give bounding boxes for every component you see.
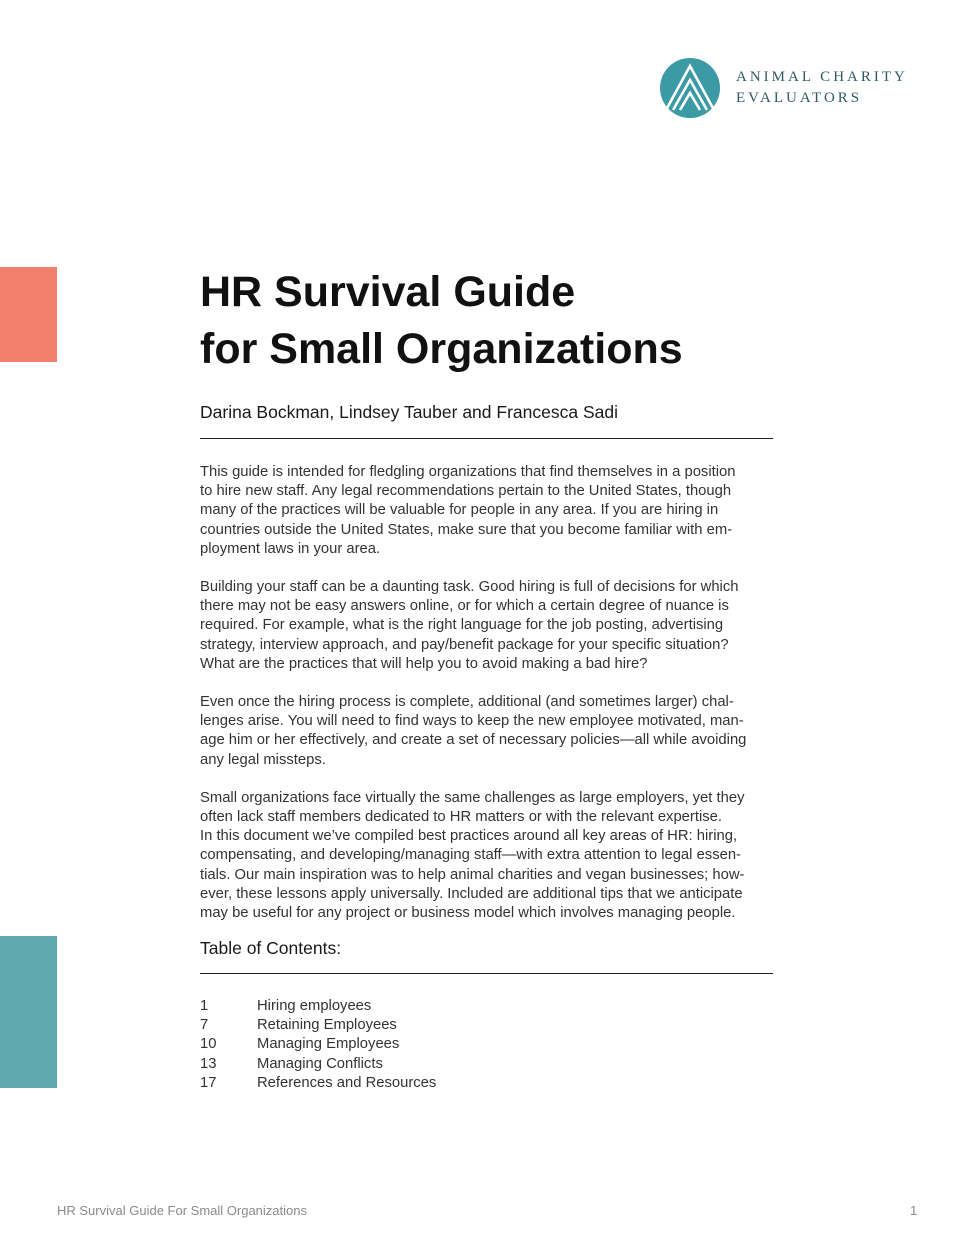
paragraph-line: required. For example, what is the right language for the job posting, advertising — [200, 617, 724, 634]
toc-heading: Table of Contents: — [200, 938, 342, 958]
intro-paragraph — [200, 693, 790, 770]
toc-page-number: 13 — [200, 1055, 217, 1072]
intro-paragraph — [200, 463, 790, 559]
paragraph-line: ployment laws in your area. — [200, 540, 381, 557]
title-divider — [200, 438, 773, 439]
introduction-body — [200, 463, 790, 942]
paragraph-line: any legal missteps. — [200, 751, 326, 768]
paragraph-line: age him or her effectively, and create a set of necessary policies—all while avoiding — [200, 732, 747, 749]
teal-accent-bar — [0, 936, 57, 1088]
paragraph-line: there may not be easy answers online, or for which a certain degree of nuance is — [200, 598, 729, 615]
toc-entry[interactable] — [200, 1055, 436, 1074]
coral-accent-bar — [0, 267, 57, 362]
title-line-1: HR Survival Guide — [200, 268, 576, 316]
paragraph-line: to hire new staff. Any legal recommendations pertain to the United States, though — [200, 483, 732, 500]
logo-line-2: EVALUATORS — [736, 90, 863, 106]
toc-entry-title: Managing Employees — [257, 1036, 400, 1053]
toc-entry[interactable] — [200, 1016, 436, 1035]
paragraph-line: What are the practices that will help you to avoid making a bad hire? — [200, 655, 648, 672]
title-line-2: for Small Organizations — [200, 325, 683, 373]
toc-entry[interactable] — [200, 1035, 436, 1054]
authors: Darina Bockman, Lindsey Tauber and Francesca Sadi — [200, 402, 618, 422]
paragraph-line: In this document we’ve compiled best practices around all key areas of HR: hiring, — [200, 828, 738, 845]
ace-logo — [660, 58, 908, 118]
toc-page-number: 1 — [200, 998, 209, 1014]
logo-wordmark — [736, 67, 908, 109]
paragraph-line: many of the practices will be valuable for people in any area. If you are hiring in — [200, 502, 719, 519]
paragraph-line: tials. Our main inspiration was to help animal charities and vegan businesses; how- — [200, 866, 745, 883]
logo-line-1: ANIMAL CHARITY — [736, 69, 908, 85]
document-title — [200, 264, 683, 378]
toc-entry[interactable] — [200, 1074, 436, 1093]
paragraph-line: countries outside the United States, make sure that you become familiar with em- — [200, 521, 733, 538]
ace-logo-mark-icon — [660, 58, 720, 118]
paragraph-line: may be useful for any project or business model which involves managing people. — [200, 905, 736, 922]
paragraph-line: strategy, interview approach, and pay/benefit package for your specific situation? — [200, 636, 729, 653]
paragraph-line: Building your staff can be a daunting task. Good hiring is full of decisions for which — [200, 579, 739, 596]
toc-entry-title: Retaining Employees — [257, 1017, 397, 1034]
toc-page-number: 17 — [200, 1074, 217, 1091]
intro-paragraph — [200, 578, 790, 674]
intro-paragraph — [200, 789, 790, 923]
toc-entry-title: Managing Conflicts — [257, 1055, 383, 1072]
toc-page-number: 10 — [200, 1036, 217, 1053]
toc-entry-title: Hiring employees — [257, 998, 372, 1014]
toc-page-number: 7 — [200, 1017, 209, 1034]
toc-entry[interactable] — [200, 997, 436, 1016]
paragraph-line: lenges arise. You will need to find ways to keep the new employee motivated, man- — [200, 713, 744, 730]
toc-divider — [200, 973, 773, 974]
footer-title: HR Survival Guide For Small Organizations — [57, 1203, 307, 1218]
paragraph-line: compensating, and developing/managing staff—with extra attention to legal essen- — [200, 847, 741, 864]
toc-entry-title: References and Resources — [257, 1074, 437, 1091]
paragraph-line: Small organizations face virtually the same challenges as large employers, yet they — [200, 789, 745, 806]
paragraph-line: often lack staff members dedicated to HR matters or with the relevant expertise. — [200, 809, 722, 826]
paragraph-line: Even once the hiring process is complete, additional (and sometimes larger) chal- — [200, 694, 734, 711]
paragraph-line: This guide is intended for fledgling organizations that find themselves in a position — [200, 464, 736, 480]
paragraph-line: ever, these lessons apply universally. Included are additional tips that we anticipate — [200, 885, 743, 902]
page-number: 1 — [910, 1203, 918, 1218]
table-of-contents — [200, 997, 436, 1093]
